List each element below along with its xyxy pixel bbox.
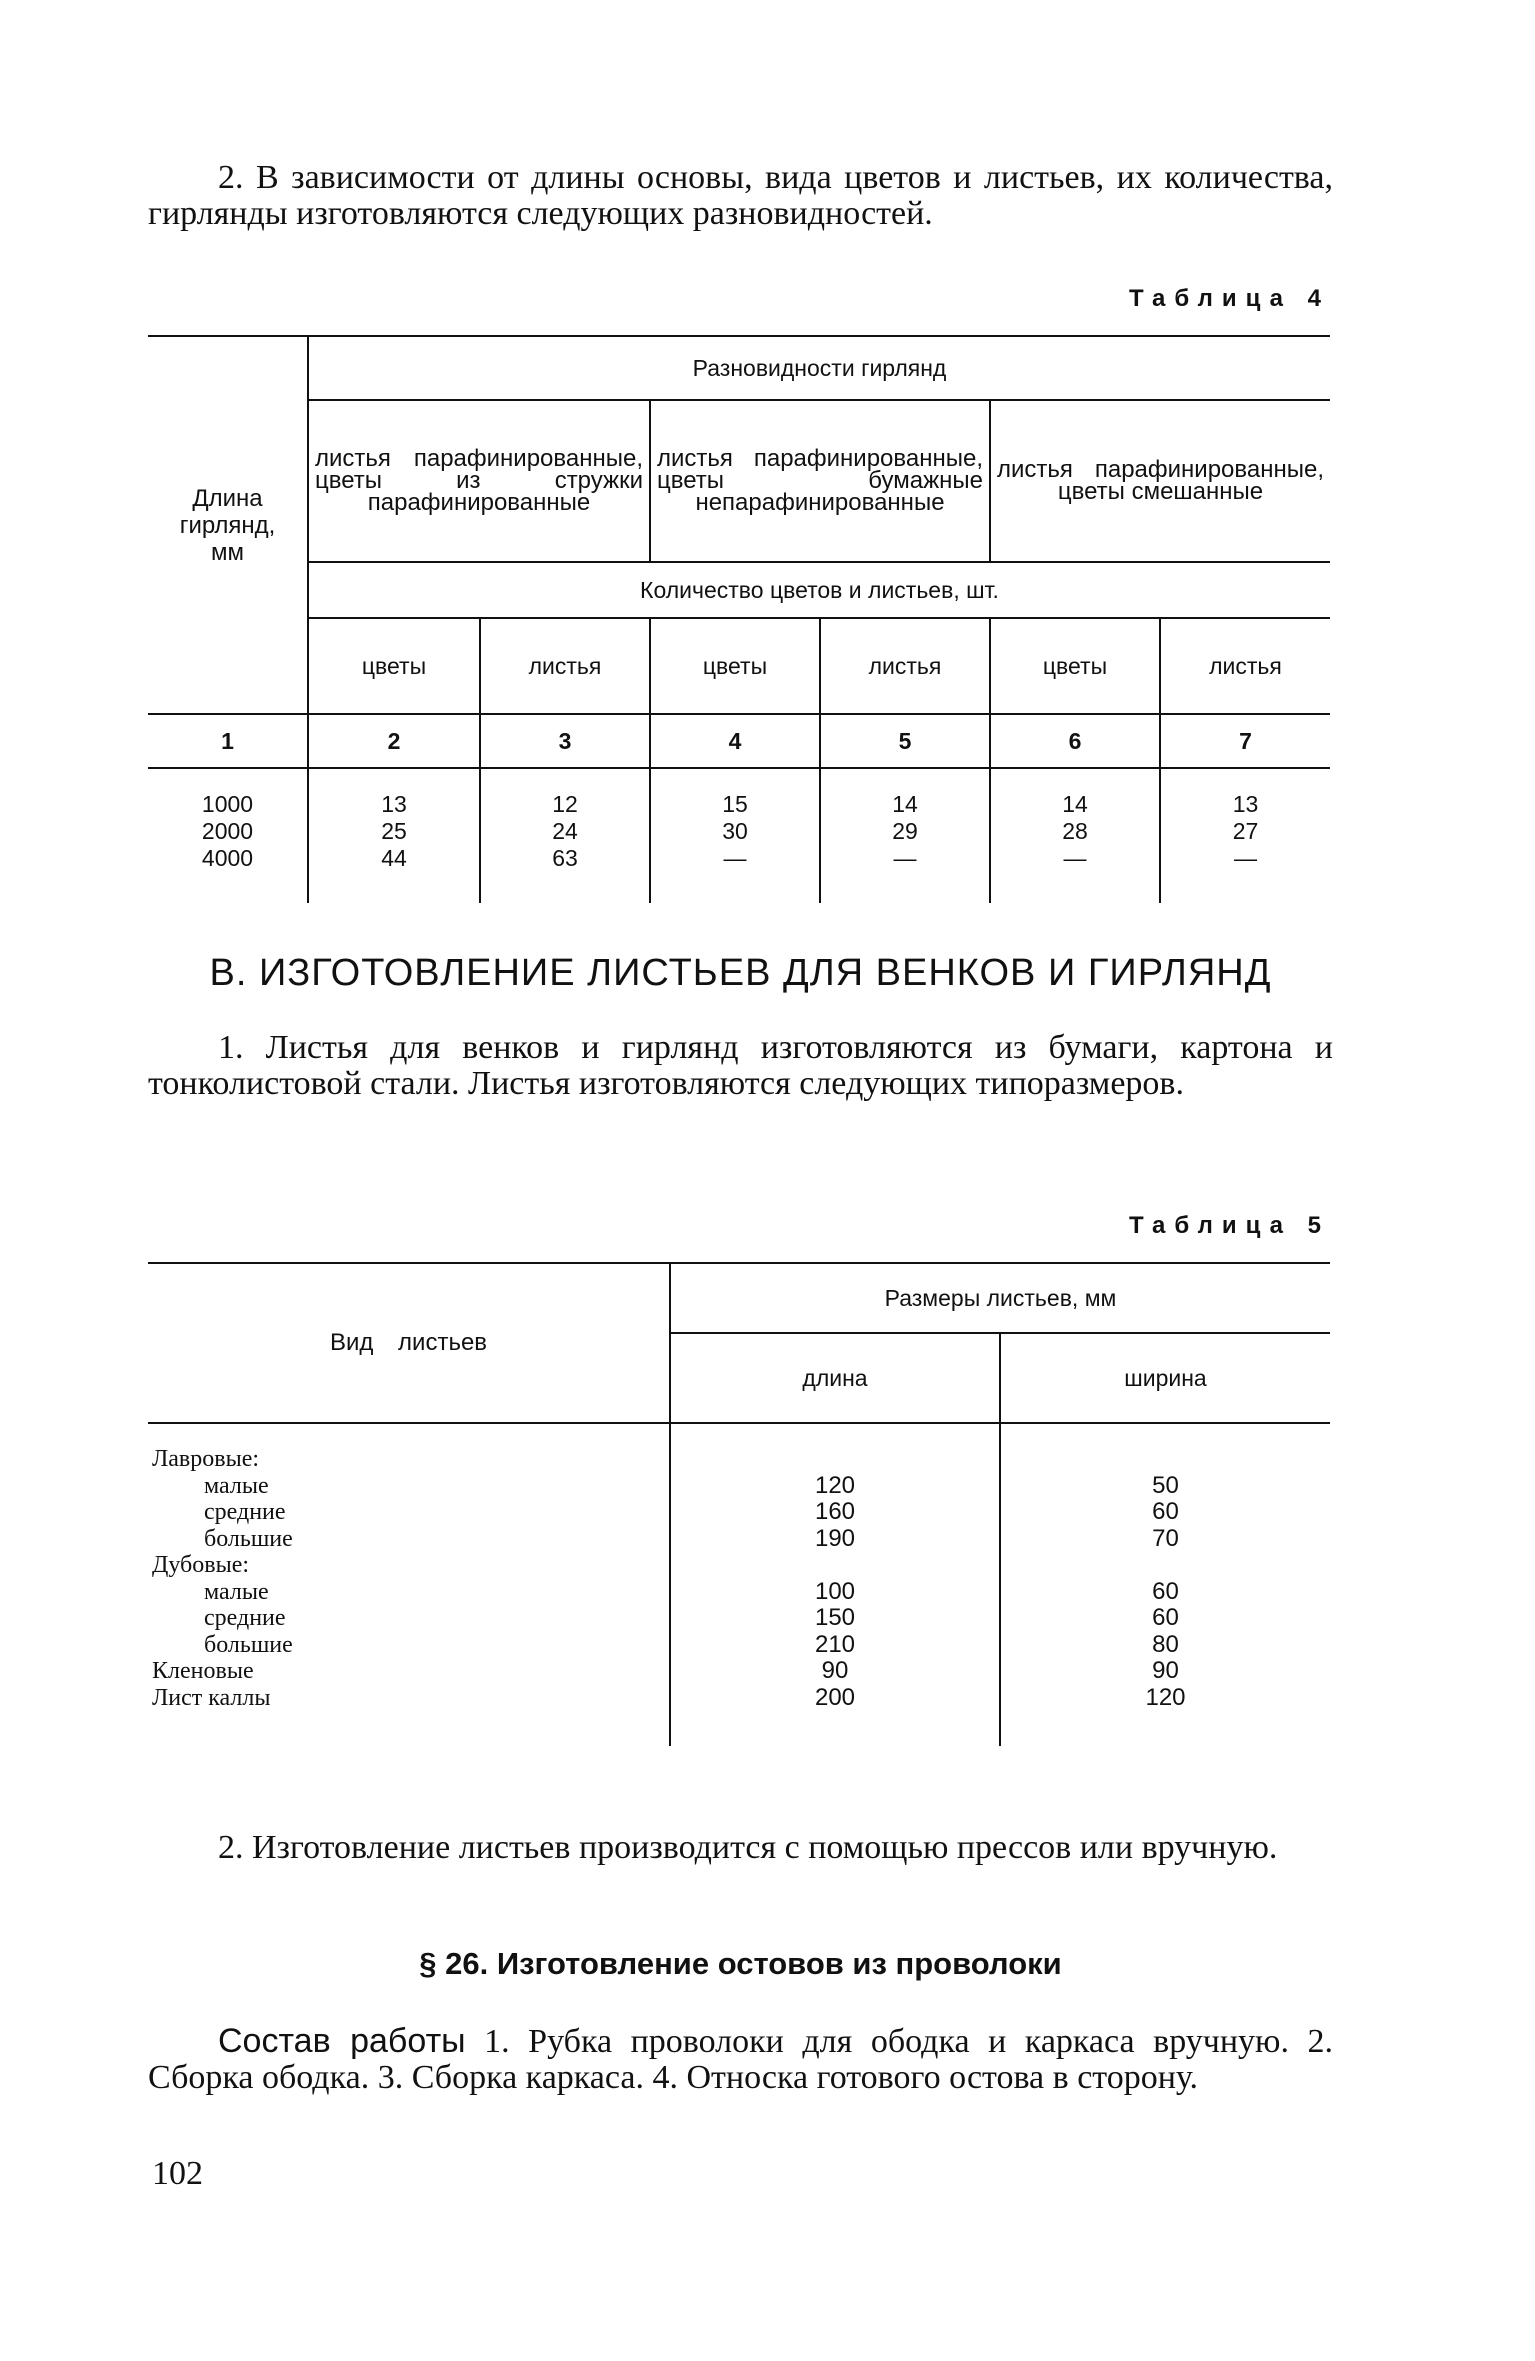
t5-widths-col [1000,1423,1330,1746]
t5-row-width: 80 [1152,1630,1179,1658]
t4-count-header: Количество цветов и листьев, шт. [308,562,1330,618]
section-b-paragraph-text: 1. Листья для венков и гирлянд изготовляются из бумаги, картона и тонколистовой стали. Листья изготовляются следующих типоразмеров. [148,1029,1333,1102]
section-b-paragraph [148,1030,1333,1102]
t5-row-length [671,1552,999,1579]
t5-row-name: малые [204,1578,269,1605]
t4-col-number: 6 [990,714,1160,768]
t4-data-col [650,768,820,903]
t4-length: 2000 [201,818,254,844]
t4-cell: — [1063,845,1087,871]
t5-row-length: 210 [814,1630,856,1658]
intro-paragraph [148,160,1333,232]
t5-row-name: средние [204,1499,286,1525]
t5-row-length: 90 [821,1657,849,1684]
table4 [148,335,1330,903]
t4-cell: 29 [892,818,918,844]
t4-col-number: 4 [650,714,820,768]
t4-cell: 27 [1232,818,1259,844]
intro-num: 2. [218,159,244,196]
t4-length-header [148,336,308,714]
t4-cell: 13 [1232,791,1259,817]
t4-cell: — [1234,845,1257,871]
t5-sub-header: ширина [1000,1333,1330,1423]
t5-row-name: большие [204,1525,293,1552]
t5-row-length: 150 [814,1604,856,1631]
t4-col-number: 3 [480,714,650,768]
t5-type-header: Вид листьев [148,1263,670,1423]
t5-row-length: 120 [814,1471,856,1499]
t5-row-name: Кленовые [152,1658,254,1684]
para-2-text: 2. Изготовление листьев производится с помощью прессов или вручную. [218,1829,1278,1866]
t5-row-width [1001,1446,1330,1473]
t5-row-width: 60 [1152,1577,1179,1605]
t5-row-width: 50 [1152,1471,1179,1499]
t5-row-width: 90 [1152,1657,1179,1684]
t5-row-length: 100 [814,1577,856,1605]
section-26-text: 1. Рубка проволоки для ободка и каркаса вручную. 2. Сборка ободка. 3. Сборка каркаса. 4. Относка готового остова в сторону. [148,2023,1333,2096]
t4-cell: 44 [381,845,407,871]
table4-caption: Таблица 4 [1128,285,1330,312]
t5-row-name: Лавровые: [152,1446,260,1472]
t4-cell: 24 [552,818,578,844]
t4-cell: — [723,845,747,871]
t4-group-header: Разновидности гирлянд [308,336,1330,400]
t4-cell: 13 [381,791,407,817]
t4-data-col [990,768,1160,903]
t4-variant-3: листья парафинированные, цветы смешанные [990,400,1330,562]
t5-row-name: средние [204,1605,286,1631]
t4-cell: 28 [1062,818,1088,844]
t5-row-name: Дубовые: [152,1552,250,1578]
t5-lengths-col [670,1423,1000,1746]
t4-cell: 14 [892,791,918,817]
t5-row-width: 70 [1152,1524,1179,1552]
t4-cell: — [893,845,917,871]
t4-length: 1000 [201,791,254,817]
t5-row-name: малые [204,1472,269,1499]
table5 [148,1262,1330,1746]
t4-variant-2: листья парафинированные, цветы бумажные непарафинированные [650,400,990,562]
t4-cell: 14 [1062,791,1088,817]
section-26-paragraph [148,2023,1333,2096]
t4-cell: 25 [381,818,407,844]
t5-group-header: Размеры листьев, мм [670,1263,1330,1333]
section-26-lead: Состав работы [218,2022,466,2060]
t4-sub-header: цветы [990,618,1160,714]
t5-names-col [148,1423,670,1746]
t5-row-width [1001,1552,1330,1579]
t4-sub-header: цветы [650,618,820,714]
para-2 [148,1830,1333,1866]
t4-cell: 15 [722,791,748,817]
t5-row-width: 60 [1152,1498,1179,1525]
t4-sub-header: листья [480,618,650,714]
t4-variant-1: листья парафинированные, цветы из стружки парафинированные [308,400,650,562]
t4-cell: 63 [552,845,578,871]
t4-sub-header: листья [1160,618,1330,714]
t4-data-col [1160,768,1330,903]
t5-row-name: большие [204,1631,293,1658]
t4-sub-header: листья [820,618,990,714]
intro-text: В зависимости от длины основы, вида цветов и листьев, их количества, гирлянды изготовляются следующих разновидностей. [148,159,1334,232]
t4-col-number: 2 [308,714,480,768]
page-number: 102 [152,2155,203,2192]
t5-row-width: 60 [1152,1604,1179,1631]
t4-data-col [308,768,480,903]
t4-sub-header: цветы [308,618,480,714]
t4-length-header-text: Длина гирлянд, мм [179,484,276,566]
section-26-title: § 26. Изготовление остовов из проволоки [419,1946,1062,1981]
t4-col-number: 1 [148,714,308,768]
t5-row-length [671,1446,999,1473]
t4-cell: 30 [722,818,748,844]
section-b-title: В. ИЗГОТОВЛЕНИЕ ЛИСТЬЕВ ДЛЯ ВЕНКОВ И ГИРЛЯНД [209,952,1272,994]
t5-row-length: 200 [814,1683,856,1711]
t5-row-width: 120 [1145,1683,1186,1711]
t5-row-name: Лист каллы [152,1684,271,1711]
t5-row-length: 160 [814,1498,856,1525]
t4-col-number: 5 [820,714,990,768]
t5-row-length: 190 [814,1524,856,1552]
t4-lengths-cell [148,768,308,903]
table5-caption: Таблица 5 [1128,1212,1330,1239]
t5-sub-header: длина [670,1333,1000,1423]
t4-data-col [480,768,650,903]
t4-length: 4000 [201,845,254,871]
t4-col-number: 7 [1239,727,1252,754]
t4-data-col [820,768,990,903]
t4-cell: 12 [552,791,578,817]
